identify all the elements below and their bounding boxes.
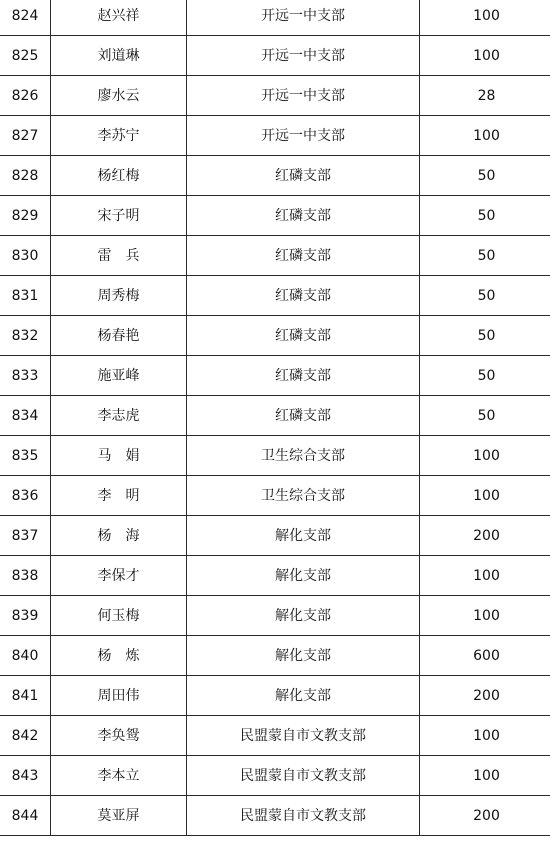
table-row	[0, 276, 550, 316]
row-number-cell: 831	[0, 276, 51, 316]
amount-cell: 50	[420, 396, 550, 436]
table-row	[0, 796, 550, 836]
table-row	[0, 316, 550, 356]
row-number-cell: 840	[0, 636, 51, 676]
table-row	[0, 196, 550, 236]
row-number-cell: 825	[0, 36, 51, 76]
member-name-cell: 赵兴祥	[51, 0, 187, 36]
amount-cell: 100	[420, 756, 550, 796]
table-row	[0, 236, 550, 276]
row-number-cell: 842	[0, 716, 51, 756]
member-name-cell: 周秀梅	[51, 276, 187, 316]
branch-cell: 解化支部	[187, 556, 420, 596]
table-row	[0, 716, 550, 756]
amount-cell: 100	[420, 436, 550, 476]
row-number-cell: 829	[0, 196, 51, 236]
table-row	[0, 396, 550, 436]
amount-cell: 100	[420, 36, 550, 76]
branch-cell: 卫生综合支部	[187, 436, 420, 476]
amount-cell: 200	[420, 796, 550, 836]
branch-cell: 红磷支部	[187, 396, 420, 436]
member-name-cell: 宋子明	[51, 196, 187, 236]
row-number-cell: 833	[0, 356, 51, 396]
branch-cell: 解化支部	[187, 516, 420, 556]
row-number-cell: 834	[0, 396, 51, 436]
member-name-cell: 莫亚屏	[51, 796, 187, 836]
branch-cell: 红磷支部	[187, 316, 420, 356]
branch-cell: 红磷支部	[187, 356, 420, 396]
member-name-cell: 李志虎	[51, 396, 187, 436]
member-name-cell: 李苏宁	[51, 116, 187, 156]
member-name-cell: 刘道琳	[51, 36, 187, 76]
branch-cell: 红磷支部	[187, 236, 420, 276]
row-number-cell: 841	[0, 676, 51, 716]
row-number-cell: 839	[0, 596, 51, 636]
member-name-cell: 李 明	[51, 476, 187, 516]
row-number-cell: 828	[0, 156, 51, 196]
table-row	[0, 756, 550, 796]
amount-cell: 100	[420, 596, 550, 636]
branch-cell: 开远一中支部	[187, 0, 420, 36]
member-name-cell: 廖水云	[51, 76, 187, 116]
row-number-cell: 832	[0, 316, 51, 356]
row-number-cell: 836	[0, 476, 51, 516]
row-number-cell: 838	[0, 556, 51, 596]
row-number-cell: 826	[0, 76, 51, 116]
amount-cell: 100	[420, 556, 550, 596]
branch-cell: 解化支部	[187, 636, 420, 676]
branch-cell: 民盟蒙自市文教支部	[187, 716, 420, 756]
row-number-cell: 837	[0, 516, 51, 556]
row-number-cell: 843	[0, 756, 51, 796]
amount-cell: 200	[420, 516, 550, 556]
amount-cell: 50	[420, 276, 550, 316]
row-number-cell: 835	[0, 436, 51, 476]
table-row	[0, 36, 550, 76]
amount-cell: 100	[420, 716, 550, 756]
member-name-cell: 施亚峰	[51, 356, 187, 396]
row-number-cell: 830	[0, 236, 51, 276]
member-name-cell: 杨 炼	[51, 636, 187, 676]
amount-cell: 100	[420, 116, 550, 156]
member-name-cell: 马 娟	[51, 436, 187, 476]
member-name-cell: 李奂鸳	[51, 716, 187, 756]
table-row	[0, 516, 550, 556]
table-row	[0, 356, 550, 396]
member-name-cell: 杨春艳	[51, 316, 187, 356]
branch-cell: 卫生综合支部	[187, 476, 420, 516]
table-row	[0, 76, 550, 116]
member-name-cell: 何玉梅	[51, 596, 187, 636]
table-row	[0, 556, 550, 596]
row-number-cell: 824	[0, 0, 51, 36]
amount-cell: 50	[420, 156, 550, 196]
member-name-cell: 李本立	[51, 756, 187, 796]
branch-cell: 开远一中支部	[187, 116, 420, 156]
member-name-cell: 杨 海	[51, 516, 187, 556]
amount-cell: 50	[420, 316, 550, 356]
table-row	[0, 676, 550, 716]
member-name-cell: 雷 兵	[51, 236, 187, 276]
table-row	[0, 156, 550, 196]
row-number-cell: 844	[0, 796, 51, 836]
amount-cell: 600	[420, 636, 550, 676]
amount-cell: 100	[420, 476, 550, 516]
amount-cell: 100	[420, 0, 550, 36]
amount-cell: 50	[420, 196, 550, 236]
table-row	[0, 636, 550, 676]
table-row	[0, 476, 550, 516]
row-number-cell: 827	[0, 116, 51, 156]
branch-cell: 红磷支部	[187, 156, 420, 196]
branch-cell: 民盟蒙自市文教支部	[187, 756, 420, 796]
table-row	[0, 596, 550, 636]
member-name-cell: 杨红梅	[51, 156, 187, 196]
branch-cell: 红磷支部	[187, 196, 420, 236]
table-row	[0, 116, 550, 156]
branch-cell: 红磷支部	[187, 276, 420, 316]
member-name-cell: 李保才	[51, 556, 187, 596]
branch-cell: 解化支部	[187, 676, 420, 716]
branch-cell: 开远一中支部	[187, 76, 420, 116]
amount-cell: 28	[420, 76, 550, 116]
member-name-cell: 周田伟	[51, 676, 187, 716]
table-row	[0, 0, 550, 36]
amount-cell: 50	[420, 356, 550, 396]
table-row	[0, 436, 550, 476]
branch-cell: 解化支部	[187, 596, 420, 636]
amount-cell: 50	[420, 236, 550, 276]
branch-cell: 民盟蒙自市文教支部	[187, 796, 420, 836]
amount-cell: 200	[420, 676, 550, 716]
branch-cell: 开远一中支部	[187, 36, 420, 76]
